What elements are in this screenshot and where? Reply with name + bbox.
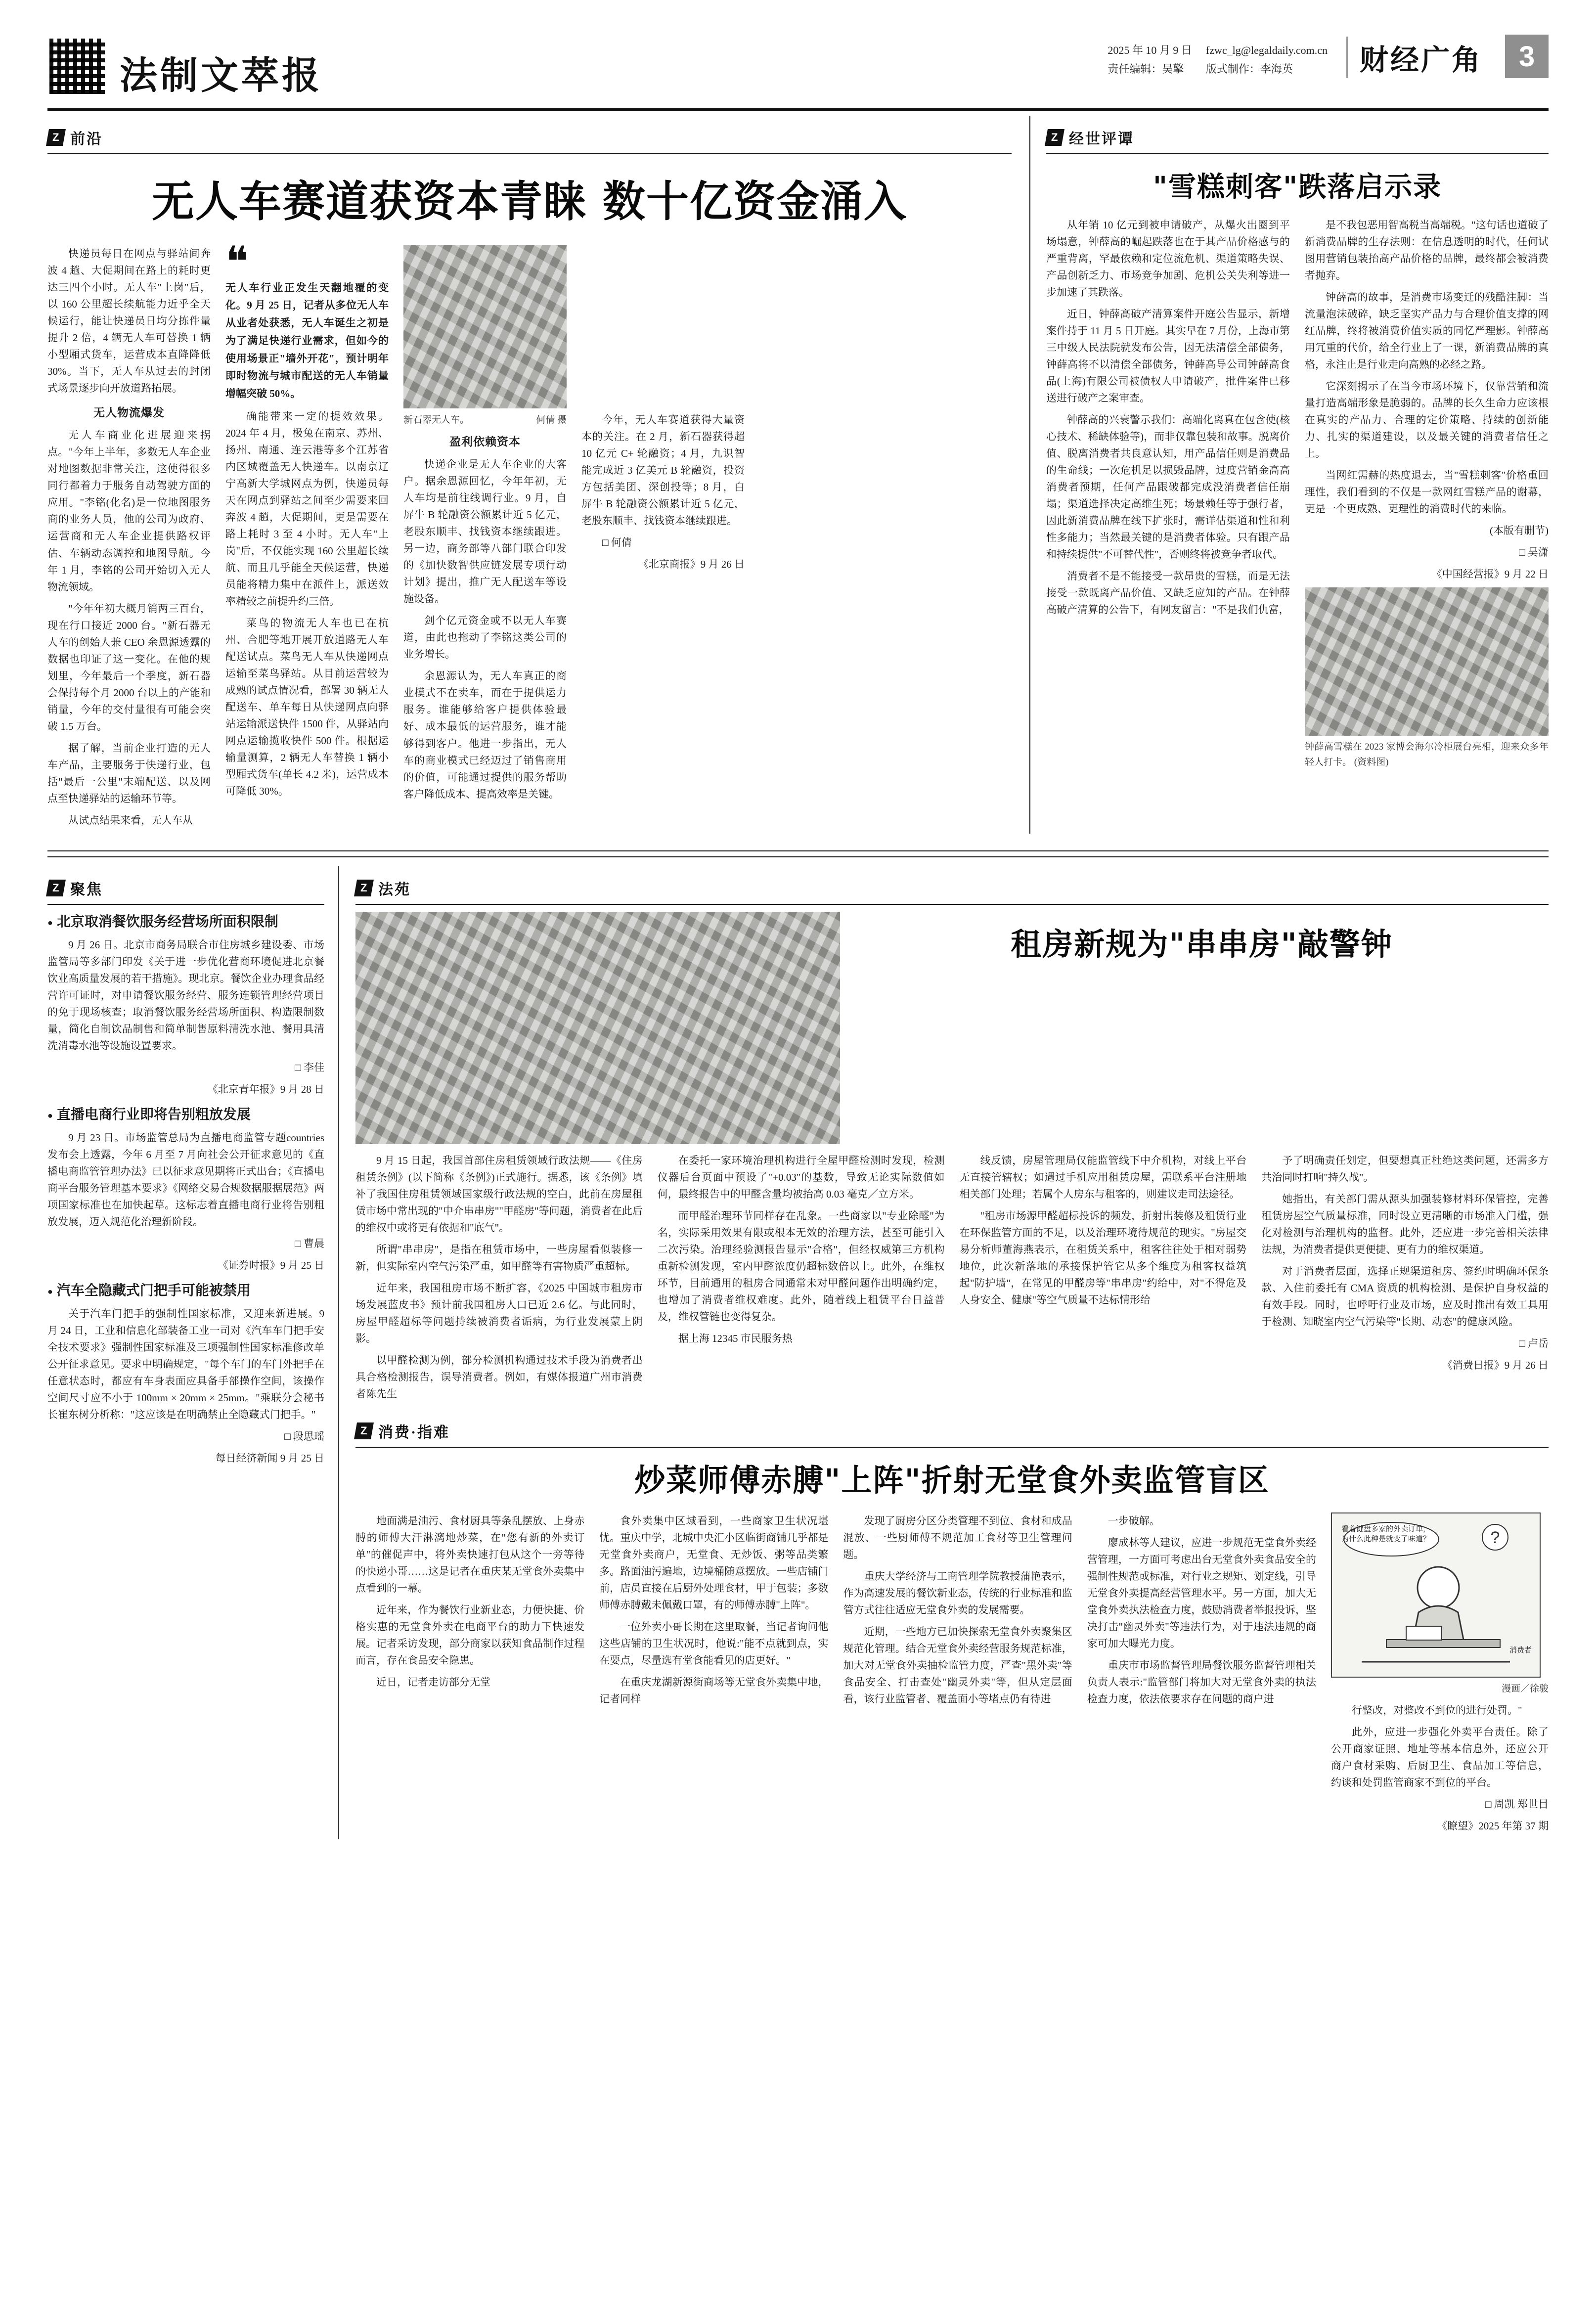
- commentary-photo: [1305, 587, 1549, 736]
- focus-item: [47, 912, 324, 1098]
- label-text: 法苑: [378, 881, 411, 898]
- consumer-columns: [355, 1512, 1549, 1839]
- paragraph: 快递企业是无人车企业的大客户。据余恩源回忆，今年年初，无人车均是前往线调行业。9 月，自屏牛 B 轮融资公额累计近 5 亿元，老股东顺丰、找钱资本继续跟进。另一边，商务部等八部门联合印发的《加快数智供应链发展专项行动计划》提出，推广无人配送车等设施设备。: [403, 458, 567, 605]
- paragraph: 以甲醛检测为例，部分检测机构通过技术手段为消费者出具合格检测报告，误导消费者。例如，有媒体报道广州市消费者陈先生: [355, 1354, 643, 1400]
- paragraph: 重庆市市场监督管理局餐饮服务监督管理相关负责人表示:"监管部门将加大对无堂食外卖的执法检查力度，依法依要求存在问题的商户进: [1087, 1659, 1316, 1705]
- consumer-col-2: [599, 1512, 828, 1839]
- z-mark-icon: Z: [354, 1423, 374, 1439]
- source-line: 《中国经营报》9 月 22 日: [1431, 568, 1549, 580]
- paragraph: 无人车商业化进展迎来拐点。"今年上半年，多数无人车企业对地图数据非常关注，这使得很多同行都着力于服务自动驾驶方面的应用。"李铭(化名)是一位地图服务商的业务人员，他的公司为政府、运营商和无人车企业提供路权评估、车辆动态调控和地图导航。今年 1 月，李铭的公司开始切入无人物流领域。: [47, 429, 211, 593]
- paragraph: 它深刻揭示了在当今市场环境下，仅靠营销和流量打造高端形象是脆弱的。品牌的长久生命力应该根在真实的产品力、合理的定价策略、持续的创新能力、扎实的渠道建设，以及最关键的消费者信任之上。: [1305, 380, 1549, 460]
- lower-right: [355, 866, 1549, 1839]
- source-line: 《瞭望》2025 年第 37 期: [1437, 1820, 1549, 1832]
- label-xiaofei: [355, 1420, 1549, 1442]
- paragraph: 快递员每日在网点与驿站间奔波 4 趟、大促期间在路上的耗时更达三四个小时。无人车"上岗"后，以 160 公里超长续航能力近乎全天候运行，能让快递员日均分拣件量提升 2 倍，4 辆无人车可替换 1 辆小型厢式货车，运营成本直降降低 30%。当下，无人车从过去的封闭式场景逐步向开放道路拓展。: [47, 248, 211, 395]
- paragraph: 当网红需赫的热度退去，当"雪糕刺客"价格重回理性，我们看到的不仅是一款网红雪糕产品的谢幕，更是一个更成熟、更理性的消费时代的来临。: [1305, 469, 1549, 515]
- paragraph: 此外，应进一步强化外卖平台责任。除了公开商家证照、地址等基本信息外，还应公开商户食材采购、后厨卫生、食品加工等信息，约谈和处罚监管商家不到位的平台。: [1331, 1726, 1549, 1788]
- fayuan-col-1: [355, 1152, 643, 1407]
- paragraph: "今年年初大概月销两三百台，现在行口接近 2000 台。"新石器无人车的创始人兼 CEO 余恩源透露的数据也印证了这一变化。在他的规划里，今年最后一个季度，新石器会保持每个月 2000 台以上的产能和销量，今年的交付量很有可能会突破 1.5 万台。: [47, 602, 211, 732]
- lead-photo: [403, 245, 567, 408]
- paragraph: 据上海 12345 市民服务热: [678, 1332, 793, 1344]
- paragraph: 钟薛高的故事，是消费市场变迁的残酷注脚：当流量泡沫破碎，缺乏坚实产品力与合理价值支撑的网红品牌，终将被消费价值实质的同忆严理影。钟薛高用冗重的代价，给全行业上了一课，新消费品牌的真格，永注止是行业走向高熟的必经之路。: [1305, 291, 1549, 371]
- caption-text: 新石器无人车。: [403, 415, 470, 425]
- paragraph: 9 月 23 日。市场监管总局为直播电商监管专题countries发布会上透露，今年 6 月至 7 月向社会公开征求意见的《直播电商监管管理办法》已以征求意见期将正式出台；《直播电商平台服务管理基本要求》《网络交易合规数据服据展范》两项国家标准也在加快起草。这标志着直播电商行业将告别粗放发展，迈入规范化治理新阶段。: [47, 1131, 324, 1228]
- focus-column: [47, 866, 339, 1839]
- paragraph: 所谓"串串房"，是指在租赁市场中，一些房屋看似装修一新，但实际室内空气污染严重，如甲醛等有害物质严重超标。: [355, 1243, 643, 1272]
- lead-col-2: [225, 237, 389, 834]
- focus-item-title: ● 汽车全隐藏式门把手可能被禁用: [47, 1281, 324, 1301]
- paragraph: 确能带来一定的提效效果。2024 年 4 月，极兔在南京、苏州、扬州、南通、连云港等多个江苏省内区域覆盖无人快递车。以南京辽宁高新大学城网点为例，快递员每天在网点到驿站之间至少需要来回奔波 4 趟，大促期间，更是需要在路上耗时 3 至 4 小时。无人车"上岗"后，不仅能实现 160 公里超长续航、而且几乎能全天候运营，快递员能将精力集中在派件上，派送效率精较之前提升约三倍。: [225, 410, 389, 607]
- lead-col-3: [403, 245, 567, 834]
- commentary-photo-caption: 钟薛高雪糕在 2023 家博会海尔冷柜展台亮相，迎来众多年轻人打卡。 (资料图): [1305, 742, 1549, 768]
- paragraph: 一位外卖小哥长期在这里取餐，当记者询问他这些店铺的卫生状况时，他说:"能不点就到点，实在要点，尽量选有堂食能看见的店更好。": [599, 1621, 829, 1667]
- byline: □ 周凯 郑世目: [1485, 1798, 1549, 1810]
- paragraph: 发现了厨房分区分类管理不到位、食材和成品混放、一些厨师傅不规范加工食材等卫生管理问题。: [843, 1514, 1072, 1560]
- fayuan-columns: [355, 1152, 1549, 1407]
- lead-story: [47, 116, 1012, 834]
- paragraph: 廖成林等人建议，应进一步规范无堂食外卖经营管理，一方面可考虑出台无堂食外卖食品安全的强制性规范或标准，对行业之规矩、划定线，引导无堂食外卖提高经营管理水平。另一方面，加大无堂食外卖执法检查力度，鼓励消费者举报投诉，坚决打击"幽灵外卖"等违法行为，对于违法违规的商家可加大曝光力度。: [1087, 1536, 1316, 1650]
- focus-item: [47, 1281, 324, 1467]
- fayuan-story: [355, 877, 1549, 1407]
- byline: □ 吴潇: [1519, 546, 1549, 559]
- lead-col-4: [581, 245, 745, 834]
- cartoon-label: 消费者: [1509, 1646, 1532, 1654]
- subheading: 盈利依赖资本: [449, 436, 521, 448]
- paragraph: 近日，钟薛高破产清算案件开庭公告显示，新增案件持于 11 月 5 日开庭。其实早在 7 月份，上海市第三中级人民法院就发布公告，因无法清偿全部债务，钟薛高将不以清偿全部债务，钟薛高导公司钟薛高食品(上海)有限公司被债权人申请破产，批件案件已移送进行破产之案审查。: [1046, 308, 1290, 404]
- label-text: 聚焦: [70, 881, 103, 898]
- paragraph: 近年来，我国租房市场不断扩容，《2025 中国城市租房市场发展蓝皮书》预计前我国租房人口已近 2.6 亿。与此同时，房屋甲醛超标等问题持续被消费者诟病，为行业发展蒙上阴影。: [355, 1282, 643, 1344]
- focus-item-title: ● 直播电商行业即将告别粗放发展: [47, 1105, 324, 1125]
- paragraph: 近年来，作为餐饮行业新业态，力便快捷、价格实惠的无堂食外卖在电商平台的助力下快速发展。记者采访发现，部分商家以获知食品制作过程而言，存在食品安全隐患。: [355, 1604, 585, 1667]
- commentary-columns: [1046, 217, 1549, 775]
- label-fayuan: [355, 877, 1549, 899]
- pull-quote: 无人车行业正发生天翻地覆的变化。9 月 25 日，记者从多位无人车从业者处获悉，无人车诞生之初是为了满足快递行业需求，但如今的使用场景正"墙外开花"，预计明年即时物流与城市配送的无人车销量增幅突破 50%。: [225, 281, 389, 400]
- top-area: [47, 116, 1549, 834]
- lead-headline: 无人车赛道获资本青睐 数十亿资金涌入: [152, 177, 907, 226]
- byline: □ 李佳: [295, 1061, 324, 1073]
- fayuan-col-4: [1261, 1152, 1549, 1407]
- paragraph: 而甲醛治理环节同样存在乱象。一些商家以"专业除醛"为名，实际采用效果有限或根本无效的治理方法，甚至可能引入二次污染。治理经验测报告显示"合格"，但经权威第三方机构重新检测发现，室内甲醛浓度仍超标数倍以上。此外，在维权环节，目前通用的租房合同通常未对甲醛问题作出明确约定，也增加了消费者维权难度。此外，随着线上租赁平台日益普及，维权管链也变得复杂。: [657, 1209, 945, 1323]
- section-title: 财经广角: [1346, 37, 1482, 78]
- fayuan-photo-block: [355, 912, 840, 1144]
- paragraph: 从年销 10 亿元到被申请破产，从爆火出圈到平场塌意，钟薛高的崛起跌落也在于其产品价格感与的严重背离，罕最依赖和定位流危机、渠道策略失误、产品创新乏力、市场竞争加剧、危机公关失利等进一步加速了其跌落。: [1046, 219, 1290, 299]
- source-line: 每日经济新闻 9 月 25 日: [215, 1452, 324, 1465]
- commentary-col-2: [1305, 217, 1549, 775]
- masthead-meta: [1108, 41, 1192, 78]
- paragraph: 今年，无人车赛道获得大量资本的关注。在 2 月，新石器获得超 10 亿元 C+ 轮融资；4 月，九识智能完成近 3 亿美元 B 轮融资，投资方包括美团、深创投等；8 月，白屏牛 B 轮融资公额累计近 5 亿元，老股东顺丰、找钱资本继续跟进。: [581, 414, 745, 527]
- paragraph: 关于汽车门把手的强制性国家标准，又迎来新进展。9 月 24 日，工业和信息化部装备工业一司对《汽车车门把手安全技术要求》强制性国家标准及三项强制性国家标准修改单公开征求意见。要求中明确规定，"每个车门的车门外把手在任意状态时，都应有车身表面应具备手部操作空间，该操作空间尺寸应不小于 100mm × 20mm × 25mm。"乘联分会秘书长崔东树分析称："这应该是在明确禁止全隐藏式门把手。": [47, 1308, 324, 1421]
- email-address[interactable]: fzwc_lg@legaldaily.com.cn: [1205, 44, 1328, 57]
- byline: 《北京商报》9 月 26 日: [638, 558, 745, 571]
- consumer-story: [355, 1420, 1549, 1839]
- paragraph: 是不我包恶用智高税当高端税。"这句话也道破了新消费品牌的生存法则：在信息透明的时代，任何试图用营销包装抬高产品价格的品牌，最终都会被消费者抛弃。: [1305, 219, 1549, 282]
- paragraph: 在重庆龙湖新源街商场等无堂食外卖集中地，记者同样: [599, 1676, 829, 1705]
- fayuan-col-2: [658, 1152, 945, 1407]
- label-text: 消费·指难: [378, 1424, 450, 1441]
- quote-mark-icon: ❝: [225, 237, 249, 287]
- paragraph: 据了解，当前企业打造的无人车产品，主要服务于快递行业，包括"最后一公里"末端配送、以及网点至快递驿站的运输环节等。: [47, 742, 211, 804]
- byline: □ 段思瑶: [284, 1430, 324, 1443]
- paragraph: 从试点结果来看，无人车从: [68, 814, 193, 826]
- source-line: 《证券时报》9 月 25 日: [218, 1259, 324, 1271]
- paragraph: 余恩源认为，无人车真正的商业模式不在卖车，而在于提供运力服务。谁能够给客户提供体验最好、成本最低的运营服务，谁才能够得到客户。他进一步指出，无人车的商业模式已经迈过了销售商用的价值，可能通过提供的服务帮助客户降低成本、提高效率是关键。: [403, 670, 567, 800]
- fayuan-headline: 租房新规为"串串房"敲警钟: [1011, 926, 1393, 962]
- qr-code-icon[interactable]: [47, 37, 107, 96]
- z-mark-icon: Z: [46, 129, 66, 146]
- consumer-col-1: [355, 1512, 584, 1839]
- consumer-col-3: [843, 1512, 1072, 1839]
- consumer-headline: 炒菜师傅赤膊"上阵"折射无堂食外卖监管盲区: [634, 1462, 1270, 1498]
- byline: □ 卢岳: [1519, 1337, 1549, 1349]
- paragraph: 近期，一些地方已加快探索无堂食外卖聚集区规范化管理。结合无堂食外卖经营服务规范标准，加大对无堂食外卖抽检监管力度，严查"黑外卖"等食品安全、打击查处"幽灵外卖"等，但从定层面看，该行业监管者、覆盖面小等堵点仍有待进: [843, 1626, 1072, 1705]
- paragraph: 予了明确责任划定，但要想真正杜绝这类问题，还需多方共治同时打响"持久战"。: [1261, 1154, 1549, 1183]
- byline: □ 曹晨: [295, 1237, 324, 1249]
- fayuan-photo: [355, 912, 840, 1144]
- z-mark-icon: Z: [46, 880, 66, 896]
- paragraph: 她指出，有关部门需从源头加强装修材料环保管控，完善租赁房屋空气质量标准，同时设立更清晰的市场准入门槛，强化对检测与治理机构的监督。此外，还应进一步完善相关法律法规，为消费者提供更便捷、更有力的维权渠道。: [1261, 1193, 1549, 1255]
- edit-note: (本版有删节): [1490, 525, 1549, 537]
- paragraph: 一步破解。: [1108, 1514, 1160, 1527]
- source-line: 《消费日报》9 月 26 日: [1442, 1359, 1549, 1371]
- paragraph: 对于消费者层面，选择正规渠道租房、签约时明确环保条款、入住前委托有 CMA 资质的机构检测、是保护自身权益的有效手段。同时，也呼吁行业及市场，应及时推出有效工具用于检测、知晓室内空气污染等"长期、动态"的健康风险。: [1261, 1265, 1549, 1328]
- fayuan-headline-block: [855, 912, 1549, 1144]
- cartoon-caption: 漫画／徐骏: [1501, 1683, 1549, 1694]
- lead-columns: [47, 237, 1012, 834]
- masthead-right: [1108, 35, 1549, 78]
- paragraph: 线反馈，房屋管理局仅能监管线下中介机构，对线上平台无直接管辖权；如遇过手机应用租赁房屋，需联系平台注册地相关部门处理；若属个人房东与租客的，则建议走司法途径。: [959, 1154, 1247, 1200]
- masthead: [47, 35, 1549, 111]
- fayuan-col-3: [960, 1152, 1247, 1407]
- paragraph: 食外卖集中区域看到，一些商家卫生状况堪忧。重庆中学，北城中央汇小区临街商铺几乎都是无堂食外卖商户，无堂食、无炒饭、粥等品类繁多。路面油污遍地，边境桶随意摆放。一些店铺门前，店员直接在后厨外处理食材，甲于包装；多数师傅赤膊戴未佩戴口罩，有的师傅赤膊"上阵"。: [599, 1514, 829, 1611]
- commentary-col-1: [1046, 217, 1290, 775]
- layout-credit: 版式制作：李海英: [1205, 62, 1293, 75]
- lower-area: [47, 866, 1549, 1839]
- section-divider: [47, 850, 1549, 857]
- photo-credit: 何倩 摄: [536, 415, 567, 425]
- paper-name: 法制文萃报: [120, 53, 322, 97]
- focus-item-title: ● 北京取消餐饮服务经营场所面积限制: [47, 912, 324, 933]
- label-jujiao: [47, 877, 324, 899]
- label-text: 经世评谭: [1069, 131, 1134, 147]
- paragraph: 近日，记者走访部分无堂: [376, 1676, 490, 1689]
- paragraph: 重庆大学经济与工商管理学院教授蒲艳表示，作为高速发展的餐饮新业态，传统的行业标准和监管方式往往适应无堂食外卖的发展需要。: [843, 1570, 1072, 1616]
- z-mark-icon: Z: [354, 880, 374, 896]
- paragraph: "租房市场源甲醛超标投诉的频发，折射出装修及租赁行业在环保监管方面的不足，以及治理环境待规范的现实。"房屋交易分析师董海燕表示，在租赁关系中，租客往往处于相对弱势地位，此次新落地的承接保护管它从多个维度为租客权益筑起"防护墙"，在常见的甲醛房等"串串房"约给中，对"不得危及人身安全、健康"等空气质量不达标情形给: [959, 1209, 1247, 1306]
- page-number: 3: [1505, 35, 1549, 78]
- editor-credit: 责任编辑：吴擎: [1108, 62, 1184, 75]
- lead-photo-caption: [403, 412, 567, 426]
- label-jingshi: [1046, 127, 1549, 148]
- commentary-story: [1029, 116, 1549, 834]
- consumer-col-5: [1331, 1512, 1549, 1839]
- subheading: 无人物流爆发: [93, 406, 165, 419]
- paragraph: 消费者不是不能接受一款昂贵的雪糕，而是无法接受一款既离产品价值、又缺乏应知的产品。在钟薛高破产清算的公告下，有网友留言："不是我们仇富，: [1046, 570, 1290, 616]
- paragraph: 剑个亿元资金或不以无人车赛道，由此也拖动了李铭这类公司的业务增长。: [403, 615, 567, 661]
- commentary-headline: "雪糕刺客"跌落启示录: [1153, 171, 1442, 203]
- paragraph: 9 月 26 日。北京市商务局联合市住房城乡建设委、市场监管局等多部门印发《关于进一步优化营商环境促进北京餐饮业高质量发展的若干措施》。现北京。餐饮企业办理食品经营许可证时，对申请餐饮服务经营、服务连锁管理经营项目的免于现场核查；取消餐饮服务经营场所面积、构造限制数量，简化自制饮品制售和简单制售原料清洗水池、餐用具清洗消毒水池等设施设置要求。: [47, 938, 324, 1052]
- source-line: 《北京青年报》9 月 28 日: [207, 1083, 324, 1095]
- paragraph: 地面满是油污、食材厨具等条乱摆放、上身赤膊的师傅大汗淋漓地炒菜，在"您有新的外卖订单"的催促声中，将外卖快速打包从这个一旁等待的快递小哥……这是记者在重庆某无堂食外卖集中点看到的一幕。: [355, 1514, 585, 1595]
- consumer-col-4: [1087, 1512, 1316, 1839]
- publish-date: 2025 年 10 月 9 日: [1108, 44, 1192, 57]
- label-text: 前沿: [70, 131, 103, 147]
- paragraph: 钟薛高的兴衰警示我们：高端化离真在包含使(核心技术、稀缺体验等)，而非仅靠包装和故事。脱离价值、脱离消费者共良意认知，用产品信任则是消费品的生命线；一次危机足以损毁品牌，过度营销金高高消费者预期，任何产品跟破都完成没消费者信任崩塌；渠道选择决定高维生死；场景赖任等于强行者，因此新消费品牌在线下扩张时，需详估渠道和性和利性多能力；当然最关键的是消费者体验。只有跟产品和持续提供"不可替代性"，否则终将被竞争者取代。: [1046, 414, 1290, 561]
- paragraph: □ 何倩: [602, 536, 632, 549]
- focus-item: [47, 1105, 324, 1274]
- masthead-contact: [1206, 41, 1328, 78]
- z-mark-icon: Z: [1045, 129, 1064, 146]
- cartoon-illustration: [1331, 1512, 1541, 1678]
- paragraph: 在委托一家环境治理机构进行全屋甲醛检测时发现，检测仪器后台页面中预设了"+0.03"的基数，导致无论实际数值如何，最终报告中的甲醛含量均被抬高 0.03 毫克／立方米。: [657, 1154, 945, 1200]
- label-qianyan: [47, 127, 1012, 148]
- lead-col-1: [47, 245, 211, 834]
- paragraph: 9 月 15 日起，我国首部住房租赁领域行政法规——《住房租赁条例》(以下简称《条例》)正式施行。据悉，该《条例》填补了我国住房租赁领域国家级行政法规的空白，此前在房屋租赁市场中常出现的"中介串串房""甲醛房"等问题，消费者在此后的维权中或将更有依据和"底气"。: [355, 1154, 643, 1234]
- cartoon-bubble-text: 看着键盘多家的外卖订单，为什么此种是就变了味道？: [1341, 1525, 1430, 1544]
- paragraph: 菜鸟的物流无人车也已在杭州、合肥等地开展开放道路无人车配送试点。菜鸟无人车从快递网点运输至菜鸟驿站。从目前运营较为成熟的试点情况看，部署 30 辆无人配送车、单车每日从快递网点向驿站运输派送快件 1500 件，从驿站向网点运输揽收快件 500 件。根据运输量测算，2 辆无人车替换 1 辆小型厢式货车(单长 4.2 米)，运营成本可降低 30%。: [225, 617, 389, 797]
- paragraph: 行整改，对整改不到位的进行处罚。": [1352, 1704, 1522, 1716]
- svg-text:?: ?: [1490, 1528, 1500, 1547]
